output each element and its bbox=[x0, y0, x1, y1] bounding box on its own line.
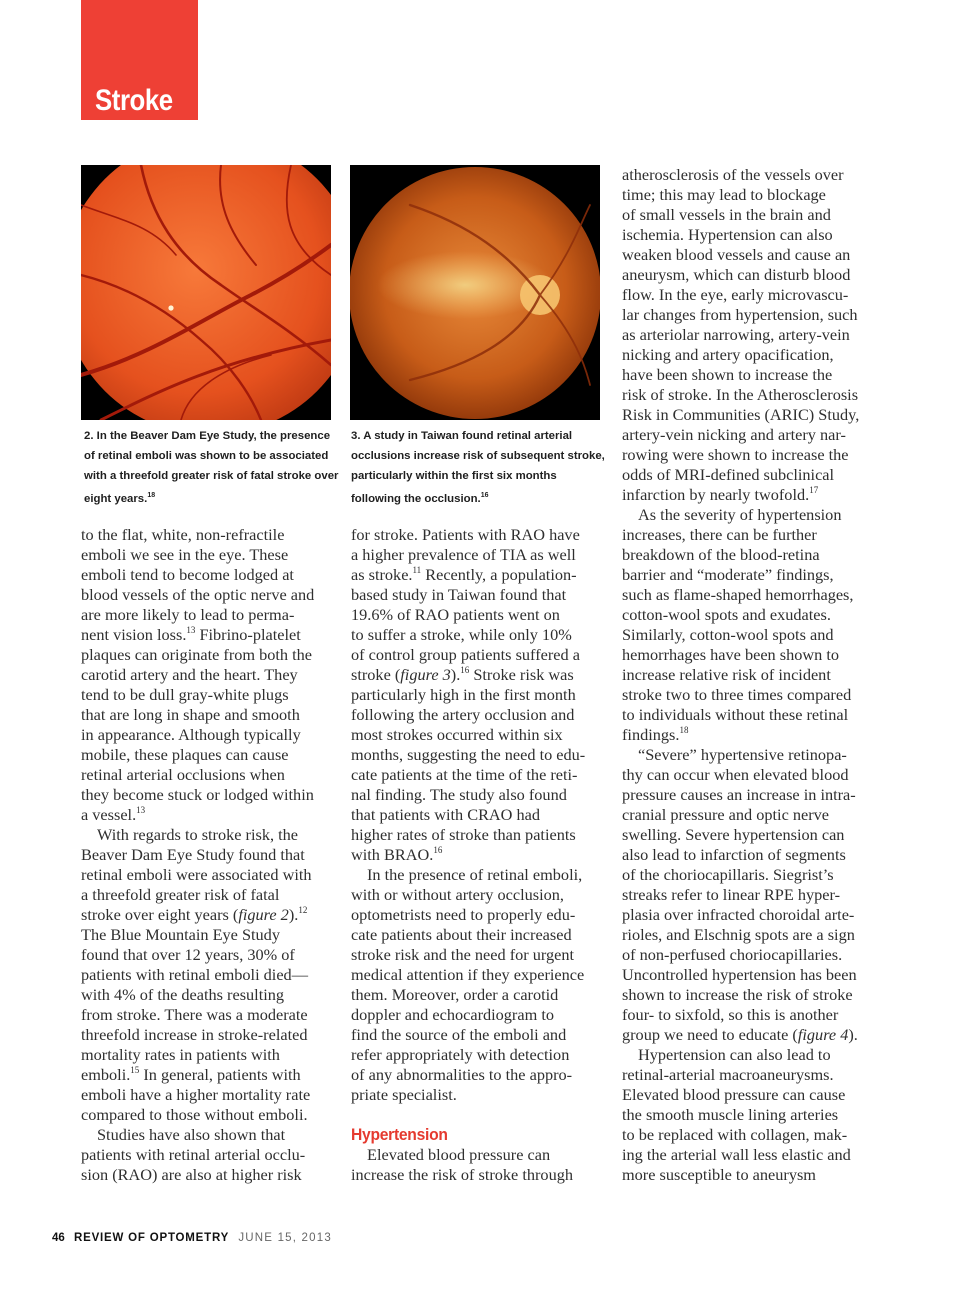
body-text-line: infarction by nearly twofold.$^{17}$ bbox=[622, 485, 819, 504]
body-text-line: Elevated blood pressure can cause bbox=[622, 1085, 846, 1104]
figure-2-caption bbox=[84, 426, 342, 509]
body-text-line: emboli tend to become lodged at bbox=[81, 565, 294, 584]
body-text-line: them. Moreover, order a carotid bbox=[351, 985, 559, 1004]
body-text-line: such as flame-shaped hemorrhages, bbox=[622, 585, 854, 604]
body-text-line: a higher prevalence of TIA as well bbox=[351, 545, 576, 564]
body-text-line: Elevated blood pressure can bbox=[367, 1145, 551, 1164]
fundus-photo-retinal-artery-occlusion-icon bbox=[350, 165, 600, 420]
body-text-line: of any abnormalities to the appro- bbox=[351, 1065, 573, 1084]
figure-3-caption-ref: 16 bbox=[480, 492, 489, 499]
body-text-line: artery-vein nicking and artery nar- bbox=[622, 425, 846, 444]
body-text-line: hemorrhages have been shown to bbox=[622, 645, 840, 664]
body-text-line: from stroke. There was a moderate bbox=[81, 1005, 308, 1024]
body-text-line: nal finding. The study also found bbox=[351, 785, 567, 804]
body-text-line: stroke risk and the need for urgent bbox=[351, 945, 575, 964]
body-text-line: for stroke. Patients with RAO have bbox=[351, 525, 580, 544]
body-text-line: with or without artery occlusion, bbox=[351, 885, 564, 904]
article-column-2 bbox=[351, 525, 585, 1185]
body-text-line: thy can occur when elevated blood bbox=[622, 765, 849, 784]
section-tab bbox=[81, 0, 198, 120]
body-text-line: based study in Taiwan found that bbox=[351, 585, 567, 604]
body-text-line: mobile, these plaques can cause bbox=[81, 745, 289, 764]
body-text-line: found that over 12 years, 30% of bbox=[81, 945, 295, 964]
figure-2-image bbox=[81, 165, 331, 420]
body-text-line: to be replaced with collagen, mak- bbox=[622, 1125, 848, 1144]
body-text-line: find the source of the emboli and bbox=[351, 1025, 567, 1044]
body-text-line: Hypertension can also lead to bbox=[638, 1045, 831, 1064]
body-text-line: ing the arterial wall less elastic and bbox=[622, 1145, 851, 1164]
body-text-line: to the flat, white, non-refractile bbox=[81, 525, 285, 544]
body-text-line: Uncontrolled hypertension has been bbox=[622, 965, 857, 984]
body-text-line: Beaver Dam Eye Study found that bbox=[81, 845, 305, 864]
section-title: Stroke bbox=[95, 84, 173, 117]
issue-date: JUNE 15, 2013 bbox=[238, 1232, 332, 1244]
body-text-line: blood vessels of the optic nerve and bbox=[81, 585, 315, 604]
body-text-line: increase the risk of stroke through bbox=[351, 1165, 573, 1184]
body-text-line: stroke over eight years (figure 2).$^{12}$ bbox=[81, 905, 308, 924]
body-text-line: of small vessels in the brain and bbox=[622, 205, 831, 224]
body-text-line: nent vision loss.$^{13}$ Fibrino-platelet bbox=[81, 625, 301, 644]
body-text-line: flow. In the eye, early microvascu- bbox=[622, 285, 849, 304]
body-text-line: months, suggesting the need to edu- bbox=[351, 745, 586, 764]
page-number: 46 bbox=[52, 1232, 65, 1244]
body-text-line: higher rates of stroke than patients bbox=[351, 825, 576, 844]
body-text-line: doppler and echocardiogram to bbox=[351, 1005, 554, 1024]
body-text-line: also lead to infarction of segments bbox=[622, 845, 846, 864]
figure-3-caption bbox=[351, 426, 609, 509]
body-text-line: emboli.$^{15}$ In general, patients with bbox=[81, 1065, 301, 1084]
body-text-line: to individuals without these retinal bbox=[622, 705, 849, 724]
body-text-line: group we need to educate (figure 4). bbox=[622, 1025, 858, 1044]
body-text-line: The Blue Mountain Eye Study bbox=[81, 925, 280, 944]
page-footer bbox=[52, 1232, 332, 1244]
body-text-line: refer appropriately with detection bbox=[351, 1045, 570, 1064]
magazine-name: REVIEW OF OPTOMETRY bbox=[74, 1232, 230, 1244]
body-text-line: In the presence of retinal emboli, bbox=[367, 865, 583, 884]
body-text-line: as stroke.$^{11}$ Recently, a population- bbox=[351, 565, 577, 584]
body-text-line: swelling. Severe hypertension can bbox=[622, 825, 845, 844]
body-text-line: shown to increase the risk of stroke bbox=[622, 985, 853, 1004]
body-text-line: rowing were shown to increase the bbox=[622, 445, 849, 464]
body-text-line: medical attention if they experience bbox=[351, 965, 585, 984]
body-text-line: that patients with CRAO had bbox=[351, 805, 541, 824]
body-text-line: are more likely to lead to perma- bbox=[81, 605, 295, 624]
body-text-line: stroke (figure 3).$^{16}$ Stroke risk was bbox=[351, 665, 574, 684]
body-text-line: of control group patients suffered a bbox=[351, 645, 580, 664]
article-column-1 bbox=[81, 525, 314, 1185]
body-text-line bbox=[351, 1105, 585, 1125]
body-text-line: the smooth muscle lining arteries bbox=[622, 1105, 839, 1124]
body-text-line: nicking and artery opacification, bbox=[622, 345, 834, 364]
body-text-line: of the choriocapillaris. Siegrist’s bbox=[622, 865, 834, 884]
body-text-line: tend to be dull gray-white plugs bbox=[81, 685, 289, 704]
body-text-line: cotton-wool spots and exudates. bbox=[622, 605, 831, 624]
body-text-line: rioles, and Elschnig spots are a sign bbox=[622, 925, 855, 944]
body-text-line: pressure causes an increase in intra- bbox=[622, 785, 856, 804]
body-text-line: cate patients at the time of the reti- bbox=[351, 765, 578, 784]
body-text-line: patients with retinal arterial occlu- bbox=[81, 1145, 306, 1164]
body-text-line: with BRAO.$^{16}$ bbox=[351, 845, 443, 864]
body-text-line: as arteriolar narrowing, artery-vein bbox=[622, 325, 850, 344]
body-text-line: increases, there can be further bbox=[622, 525, 817, 544]
body-text-line: more susceptible to aneurysm bbox=[622, 1165, 816, 1184]
body-text-line: risk of stroke. In the Atherosclerosis bbox=[622, 385, 859, 404]
body-text-line: emboli have a higher mortality rate bbox=[81, 1085, 311, 1104]
body-text-line: cranial pressure and optic nerve bbox=[622, 805, 830, 824]
body-text-line: most strokes occurred within six bbox=[351, 725, 563, 744]
body-text-line: time; this may lead to blockage bbox=[622, 185, 826, 204]
body-text-line: threefold increase in stroke-related bbox=[81, 1025, 308, 1044]
body-text-line: carotid artery and the heart. They bbox=[81, 665, 298, 684]
article-column-3 bbox=[622, 165, 859, 1185]
body-text-line: a vessel.$^{13}$ bbox=[81, 805, 146, 824]
body-text-line: to suffer a stroke, while only 10% bbox=[351, 625, 572, 644]
body-text-line: 19.6% of RAO patients went on bbox=[351, 605, 560, 624]
figure-3-caption-text: 3. A study in Taiwan found retinal arterial occlusions increase risk of subsequent stroke, particularly within the first six months following the occlusion. bbox=[351, 430, 605, 505]
body-text-line: ischemia. Hypertension can also bbox=[622, 225, 833, 244]
body-text-line: have been shown to increase the bbox=[622, 365, 833, 384]
body-text-line: Similarly, cotton-wool spots and bbox=[622, 625, 834, 644]
body-text-line: four- to sixfold, so this is another bbox=[622, 1005, 839, 1024]
body-text-line: following the artery occlusion and bbox=[351, 705, 575, 724]
body-text-line: aneurysm, which can disturb blood bbox=[622, 265, 851, 284]
body-text-line: atherosclerosis of the vessels over bbox=[622, 165, 844, 184]
body-text-line: priate specialist. bbox=[351, 1085, 457, 1104]
body-text-line: streaks refer to linear RPE hyper- bbox=[622, 885, 841, 904]
body-text-line: Risk in Communities (ARIC) Study, bbox=[622, 405, 860, 424]
body-text-line: particularly high in the first month bbox=[351, 685, 576, 704]
body-text-line: optometrists need to properly edu- bbox=[351, 905, 576, 924]
fundus-photo-retinal-embolus-icon bbox=[81, 165, 331, 420]
body-text-line: As the severity of hypertension bbox=[638, 505, 842, 524]
body-text-line: a threefold greater risk of fatal bbox=[81, 885, 280, 904]
body-text-line: breakdown of the blood-retina bbox=[622, 545, 820, 564]
body-text-line: findings.$^{18}$ bbox=[622, 725, 689, 744]
figure-2-caption-ref: 18 bbox=[147, 492, 156, 499]
body-text-line: cate patients about their increased bbox=[351, 925, 572, 944]
body-text-line: “Severe” hypertensive retinopa- bbox=[638, 745, 847, 764]
body-text-line: that are long in shape and smooth bbox=[81, 705, 300, 724]
body-text-line: plaques can originate from both the bbox=[81, 645, 313, 664]
body-text-line: sion (RAO) are also at higher risk bbox=[81, 1165, 302, 1184]
body-text-line: emboli we see in the eye. These bbox=[81, 545, 289, 564]
section-subhead: Hypertension bbox=[351, 1125, 448, 1144]
body-text-line: in appearance. Although typically bbox=[81, 725, 301, 744]
figure-3-image bbox=[350, 165, 600, 420]
body-text-line: they become stuck or lodged within bbox=[81, 785, 314, 804]
body-text-line: increase relative risk of incident bbox=[622, 665, 831, 684]
body-text-line: retinal-arterial macroaneurysms. bbox=[622, 1065, 834, 1084]
body-text-line: weaken blood vessels and cause an bbox=[622, 245, 851, 264]
body-text-line: compared to those without emboli. bbox=[81, 1105, 308, 1124]
figure-2-caption-text: 2. In the Beaver Dam Eye Study, the presence of retinal emboli was shown to be associated with a threefold greater risk of fatal stroke over eight years. bbox=[84, 430, 339, 505]
body-text-line: barrier and “moderate” findings, bbox=[622, 565, 834, 584]
body-text-line: of non-perfused choriocapillaries. bbox=[622, 945, 843, 964]
body-text-line: With regards to stroke risk, the bbox=[97, 825, 299, 844]
body-text-line: odds of MRI-defined subclinical bbox=[622, 465, 835, 484]
body-text-line: stroke two to three times compared bbox=[622, 685, 852, 704]
body-text-line: plasia over infracted choroidal arte- bbox=[622, 905, 855, 924]
body-text-line: Studies have also shown that bbox=[97, 1125, 286, 1144]
body-text-line: lar changes from hypertension, such bbox=[622, 305, 858, 324]
body-text-line: mortality rates in patients with bbox=[81, 1045, 280, 1064]
body-text-line: with 4% of the deaths resulting bbox=[81, 985, 285, 1004]
body-text-line: retinal arterial occlusions when bbox=[81, 765, 285, 784]
body-text-line: retinal emboli were associated with bbox=[81, 865, 312, 884]
body-text-line: patients with retinal emboli died— bbox=[81, 965, 308, 984]
